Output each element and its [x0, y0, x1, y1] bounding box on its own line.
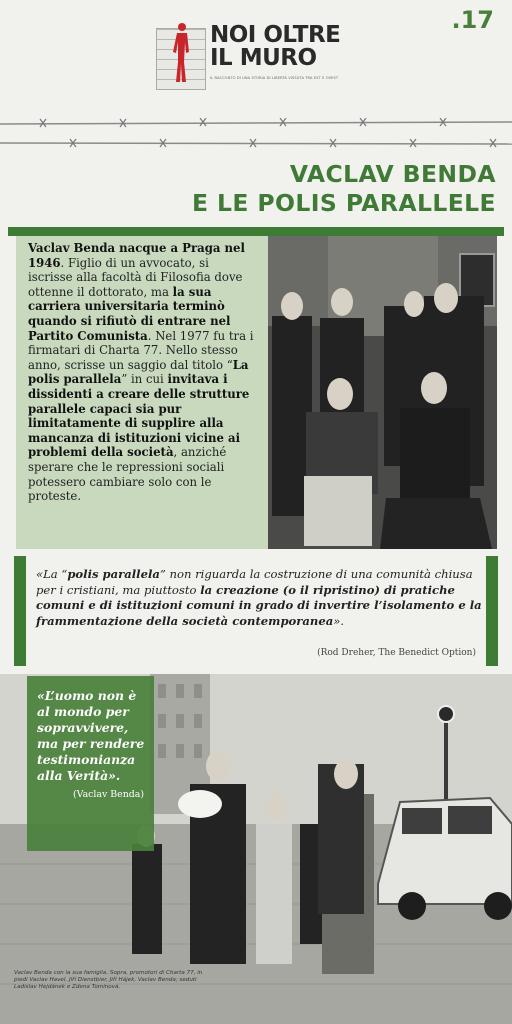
bio-segment: Vaclav Benda nacque a Praga nel 1946: [28, 241, 245, 270]
bio-segment: . Nel 1977 fu tra i firmatari di Charta 77. Nello stesso anno, scrisse un saggio dal titolo “: [28, 328, 254, 372]
group-photo-image: [268, 236, 497, 549]
barbed-wire-icon: [0, 138, 512, 148]
quote-text: [36, 567, 482, 629]
title-divider: [8, 227, 504, 236]
barbed-wire-icon: [0, 118, 512, 128]
quote-segment: «La “: [36, 567, 68, 581]
page-title-line2: E LE POLIS PARALLELE: [191, 189, 496, 217]
bio-text: [16, 236, 268, 549]
bio-segment: . Figlio di un avvocato, si iscrisse alla facoltà di Filosofia dove ottenne il dottorato, ma: [28, 255, 243, 299]
bio-segment: invitava i dissidenti a creare delle strutture parallele capaci sia pur limitatamente di supplire alla mancanza di istituzioni vicine ai problemi della società: [28, 372, 250, 460]
bio-segment: , anziché sperare che le repressioni sociali potessero cambiare solo con le proteste.: [28, 445, 227, 504]
quote-source: (Rod Dreher, The Benedict Option): [317, 648, 476, 658]
logo-subtitle: IL RACCONTO DI UNA STORIA DI LIBERTÀ VISSUTA TRA EST E OVEST: [210, 76, 339, 80]
photo-caption: Vaclav Benda con la sua famiglia. Sopra, promotori di Charta 77, in piedi Vaclav Havel, Jiří Dienstbier, Jiří Hájek, Vaclav Benda; seduti Ladislav Hejdánek e Zdena Tominová.: [14, 970, 203, 991]
logo: [156, 22, 362, 90]
logo-title-line1: NOI OLTRE: [210, 22, 341, 48]
quote2-author: (Vaclav Benda): [73, 789, 144, 800]
quote-segment: polis parallela: [67, 567, 160, 581]
bio-segment: la sua carriera universitaria terminò quando si rifiutò di entrare nel Partito Comunista: [28, 284, 231, 343]
page-number: .17: [451, 6, 494, 34]
quote-segment: di pratiche comuni e di istituzioni comuni in grado di invertire l’isolamento e la frammentazione della società contemporanea: [36, 582, 482, 628]
quote-bar-right: [486, 556, 498, 666]
group-photo: [268, 236, 497, 549]
quote2-text: «L’uomo non è al mondo per sopravvivere, ma per rendere testimonianza alla Verità».: [37, 688, 145, 783]
quote-segment: ».: [333, 613, 345, 628]
bio-segment: La polis parallela: [28, 357, 249, 387]
quote-block: [14, 556, 498, 668]
page-title-line1: VACLAV BENDA: [289, 160, 496, 188]
logo-title: [210, 24, 364, 70]
quote-bar-left: [14, 556, 26, 666]
quote-segment: ” non riguarda la costruzione di una comunità chiusa per i cristiani, ma piuttosto: [36, 567, 473, 597]
page-title: [192, 160, 496, 218]
quote-segment: la creazione (o il ripristino): [200, 582, 380, 597]
bio-segment: ” in cui: [121, 372, 168, 387]
logo-title-line2: IL MURO: [210, 45, 317, 71]
quote2-box: [27, 676, 154, 851]
figure-silhouette-icon: [170, 22, 192, 84]
